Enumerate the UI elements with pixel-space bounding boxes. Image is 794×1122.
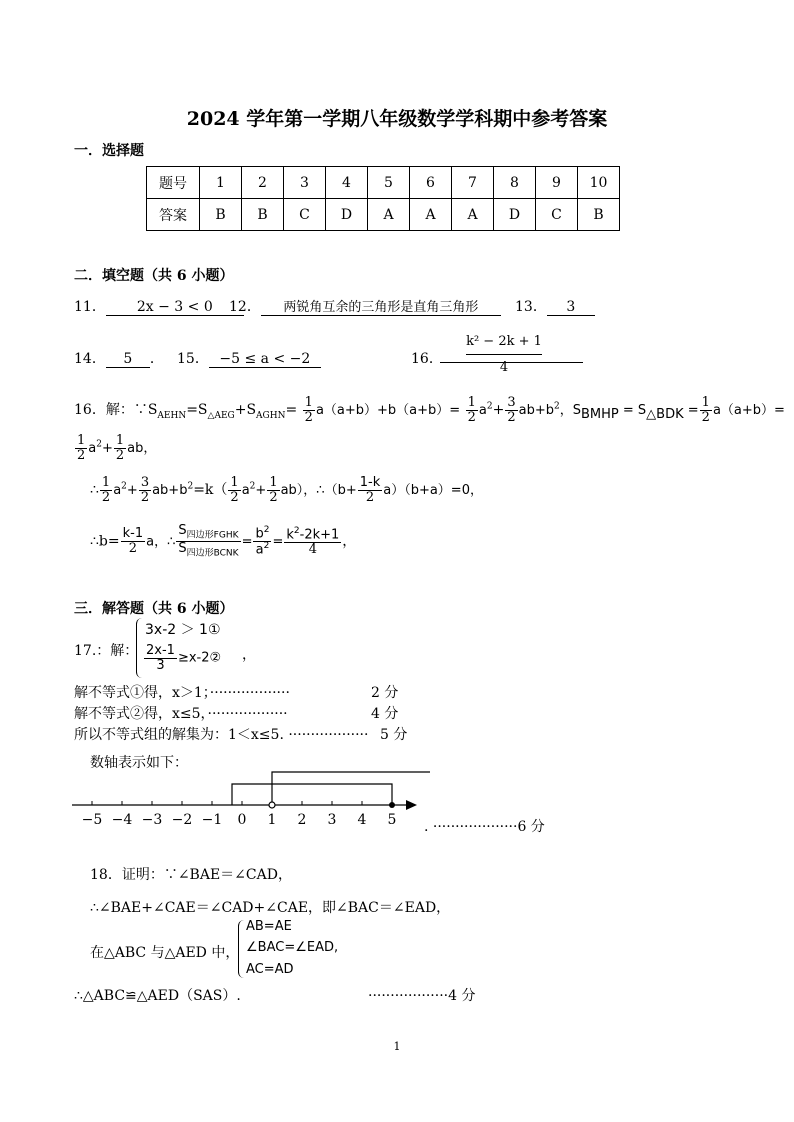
fraction: $\frac{k^2-2k+1}{4}$: [286, 525, 340, 557]
page-title: 2024 学年第一学期八年级数学学科期中参考答案: [186, 108, 608, 130]
open-point-1: [269, 802, 275, 808]
den: 2: [115, 447, 125, 463]
table-cell: 7: [452, 167, 494, 199]
table-cell: 6: [410, 167, 452, 199]
text: a: [478, 403, 487, 419]
axis-tick-label: 3: [327, 812, 337, 828]
text: a）（b+a）=0，: [383, 483, 483, 499]
q-number: 14．: [74, 351, 106, 367]
num: 1: [77, 433, 86, 448]
table-cell: B: [242, 199, 284, 231]
text: =: [241, 534, 253, 550]
q17-step3: 所以不等式组的解集为：1＜x≤5. ··················: [74, 727, 369, 743]
fraction: [121, 527, 146, 555]
text: -2k+1: [299, 527, 340, 543]
fraction: [114, 434, 126, 462]
text: BMHP: [581, 406, 619, 422]
q18-cond3: AC=AD: [246, 962, 294, 977]
num: 1: [304, 395, 313, 410]
text: k: [286, 527, 294, 543]
q-number: 16．: [411, 351, 443, 367]
table-cell: C: [536, 199, 578, 231]
num: 1-k: [359, 475, 381, 490]
q16-answer-denominator: 4: [499, 360, 509, 375]
section3-heading: 三．解答题（共 6 小题）: [74, 601, 234, 617]
text: =k（: [193, 482, 228, 499]
q18-line2: ∴∠BAE+∠CAE＝∠CAD+∠CAE，即∠BAC＝∠EAD，: [90, 900, 451, 916]
q17-ineq2: [143, 644, 221, 672]
q17-step1: 解不等式①得，x＞1；··················: [74, 685, 290, 701]
fraction: [176, 524, 240, 559]
text: S: [178, 523, 187, 538]
den: 2: [101, 489, 111, 505]
den: 2: [365, 489, 375, 505]
fraction: [267, 476, 279, 504]
fraction: [505, 396, 517, 424]
q17-points2: 4 分: [371, 706, 399, 722]
axis-tick-label: 1: [267, 812, 277, 828]
den: 2: [140, 489, 150, 505]
table-row-answers: [147, 199, 620, 231]
q16-answer-numerator: k² − 2k + 1: [466, 334, 542, 349]
table-cell: 10: [578, 167, 620, 199]
system-brace: [136, 618, 143, 678]
q17-points1: 2 分: [371, 685, 399, 701]
table-cell: 2: [242, 167, 284, 199]
q17-points3: 5 分: [380, 727, 408, 743]
table-head-question: 题号: [147, 167, 200, 199]
text: +: [101, 441, 113, 457]
q17-step2: 解不等式②得，x≤5，··················: [74, 706, 288, 722]
fraction-bar: [466, 354, 542, 355]
den: 2: [507, 409, 516, 425]
num: 1: [467, 395, 476, 410]
q11: [74, 296, 244, 316]
table-cell: A: [410, 199, 452, 231]
fraction: [139, 476, 151, 504]
text: ab），∴（b+: [280, 483, 357, 499]
q18-cond1: AB=AE: [246, 919, 292, 934]
q-number: 15．: [177, 351, 209, 367]
q17-lead: 17.：解：: [74, 643, 139, 659]
num: 1: [101, 475, 111, 490]
text: =: [272, 534, 284, 550]
q-number: 12．: [229, 299, 261, 315]
q15: [177, 348, 321, 368]
num: k-1: [122, 526, 144, 542]
solution-bracket: [232, 784, 392, 805]
text: +S: [234, 402, 257, 419]
punct: ．: [149, 351, 164, 367]
text: AGHN: [256, 410, 286, 421]
text: a（a+b）=: [712, 403, 785, 419]
text: b: [255, 526, 264, 542]
q15-answer: −5 ≤ a < −2: [209, 351, 321, 368]
text: 16．解：∵S: [74, 402, 158, 419]
text: ab+b: [152, 483, 188, 499]
solution-bracket-open: [272, 772, 430, 805]
table-cell: C: [284, 199, 326, 231]
text: =: [683, 403, 699, 419]
section1-heading: 一．选择题: [74, 143, 144, 159]
table-cell: B: [578, 199, 620, 231]
q18-points: ··················4 分: [368, 988, 476, 1004]
q18-line1: 18．证明：∵∠BAE＝∠CAD，: [90, 867, 292, 883]
fraction: [75, 434, 87, 462]
q11-answer: 2x − 3 < 0: [106, 299, 244, 316]
arrow-icon: [406, 800, 417, 810]
text: 四边形FGHK: [186, 530, 239, 541]
table-cell: 5: [368, 167, 410, 199]
text: 四边形BCNK: [186, 548, 239, 559]
text: △BDK: [646, 406, 684, 422]
text: ，: [342, 533, 357, 550]
den: 2: [467, 409, 476, 425]
den: 4: [308, 541, 317, 557]
number-line: [60, 768, 430, 818]
table-head-answer: 答案: [147, 199, 200, 231]
num: 1: [115, 433, 125, 448]
q16-blank: [440, 334, 583, 363]
text: =: [285, 402, 298, 419]
sol16-line3: ∴ $\frac{1}{2}$ $a^2+$ $\frac{3}{2}$ $ab+b^2=k$（ $\frac{1}{2}$ $a^2+$ $\frac{1}{2}$ ab），∴（b+ $\frac{1-k}{2}$ a）（b+a）=0，: [90, 475, 483, 505]
den: 2: [128, 541, 137, 557]
table-cell: 9: [536, 167, 578, 199]
q13: [515, 296, 595, 316]
axis-tick-label: −3: [141, 812, 163, 828]
fraction: [700, 396, 712, 424]
table-cell: 3: [284, 167, 326, 199]
table-row-questions: [147, 167, 620, 199]
sol16-line4: [90, 524, 356, 559]
text: ab，: [127, 441, 157, 457]
text: +: [255, 483, 267, 499]
q18-line3: 在△ABC 与△AED 中，: [90, 945, 240, 961]
q12: [229, 296, 501, 316]
den: 2: [230, 489, 239, 505]
table-cell: 8: [494, 167, 536, 199]
sol16-line2: $\frac{1}{2}$ $a^2+$ $\frac{1}{2}$ ab，: [77, 433, 157, 463]
comma: ，: [242, 647, 256, 663]
page-number: 1: [393, 1040, 401, 1053]
table-cell: D: [494, 199, 536, 231]
table-cell: A: [452, 199, 494, 231]
fraction: [100, 476, 112, 504]
text: S: [178, 541, 187, 557]
q16: [411, 348, 443, 368]
q17-points4: . ···················6 分: [424, 819, 545, 835]
axis-tick-label: −4: [111, 812, 133, 828]
text: =S: [186, 402, 208, 419]
axis-tick-label: −2: [171, 812, 193, 828]
sol16-line1: 16．解：$\because S_{AEHN}=S_{\triangle AEG}+S_{AGHN}=$ $\frac{1}{2}$ a（a+b）+b（a+b）= $\frac{1}{2}$ $a^2+$ $\frac{3}{2}$ $ab+b^2$，$S_{BMHP} = S_{\triangle BDK}$ = $\frac{1}{2}$ a（a+b）=: [74, 395, 785, 425]
q14-answer: 5: [106, 351, 150, 368]
text: ab+b: [518, 403, 554, 419]
axis-tick-label: −5: [81, 812, 103, 828]
axis-tick-label: 5: [387, 812, 397, 828]
axis-tick-label: 2: [297, 812, 307, 828]
text: +: [492, 402, 505, 419]
q-number: 13．: [515, 299, 547, 315]
text: AEHN: [157, 410, 187, 421]
text: a: [241, 483, 250, 499]
text: = S: [618, 403, 647, 419]
text: a: [113, 483, 122, 499]
text: a: [255, 542, 264, 558]
text: a: [88, 441, 97, 457]
axis-tick-label: −1: [201, 812, 223, 828]
text: ，S: [559, 403, 581, 419]
text: △AEG: [207, 410, 235, 421]
closed-point-5: [389, 802, 395, 808]
q14: [74, 348, 164, 368]
fraction: [303, 396, 315, 424]
fraction: [228, 476, 240, 504]
q17-step4: 数轴表示如下：: [90, 755, 188, 771]
den: 2: [77, 447, 86, 463]
num: 1: [230, 475, 239, 490]
q-number: 11．: [74, 299, 106, 315]
text: a（a+b）+b（a+b）=: [315, 403, 461, 419]
fraction: $\frac{b^2}{a^2}$: [255, 525, 270, 558]
fraction: [466, 396, 478, 424]
table-cell: B: [200, 199, 242, 231]
table-cell: 4: [326, 167, 368, 199]
section2-heading: 二．填空题（共 6 小题）: [74, 268, 234, 284]
q18-cond2: ∠BAC=∠EAD,: [246, 940, 339, 955]
num: 1: [701, 395, 710, 410]
q12-answer: 两锐角互余的三角形是直角三角形: [261, 296, 501, 316]
den: 2: [304, 409, 313, 425]
axis-tick-label: 0: [237, 812, 247, 828]
q17-ineq1: 3x-2 ＞ 1①: [145, 622, 221, 638]
table-cell: D: [326, 199, 368, 231]
den: 2: [269, 489, 278, 505]
num: 3: [507, 395, 516, 410]
den: 2: [701, 409, 710, 425]
axis-tick-label: 4: [357, 812, 367, 828]
den: 3: [156, 657, 165, 673]
text: ∴b=: [90, 533, 120, 550]
num: 2x-1: [146, 643, 175, 658]
table-cell: 1: [200, 167, 242, 199]
text: ≥x-2②: [177, 650, 222, 666]
num: 3: [140, 475, 150, 490]
condition-brace: [238, 920, 245, 978]
q18-line4: ∴△ABC≌△AED（SAS）.: [74, 988, 241, 1004]
q13-answer: 3: [547, 299, 595, 316]
table-cell: A: [368, 199, 410, 231]
text: +: [126, 483, 138, 499]
text: a，∴: [146, 534, 176, 550]
text: ∴: [90, 482, 99, 499]
num: 1: [269, 475, 278, 490]
answer-table: [146, 166, 620, 231]
fraction: [358, 476, 383, 504]
